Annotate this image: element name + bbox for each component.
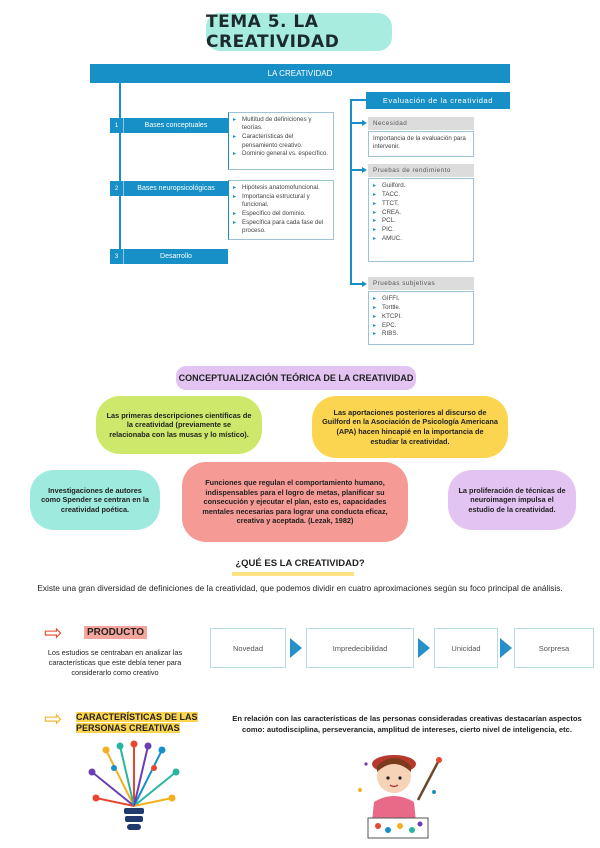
producto-text: Los estudios se centraban en analizar las características que este debía tener para considerarlo como creativo	[47, 648, 183, 678]
list-item: ▸ TTCT.	[373, 200, 469, 208]
evaluation-header: Evaluación de la creatividad	[366, 92, 510, 109]
list-item: ▸ Multitud de definiciones y teorías.	[233, 116, 329, 133]
diagram-connector	[350, 122, 362, 124]
category-label: Bases conceptuales	[144, 122, 208, 129]
concept-title: CONCEPTUALIZACIÓN TEÓRICA DE LA CREATIVIDAD	[176, 366, 416, 390]
heading-highlight	[232, 572, 354, 576]
diagram-connector	[119, 83, 121, 258]
list-bases-conceptuales	[228, 112, 334, 170]
arrow-icon	[362, 167, 367, 173]
diagram-connector-eval	[350, 99, 352, 284]
diagram-connector	[350, 283, 362, 285]
list-item: ▸ Torttle.	[373, 304, 469, 312]
list-item: ▸ Características del pensamiento creativo.	[233, 133, 329, 150]
list-item: ▸ Dominio general vs. específico.	[233, 150, 329, 158]
list-item: ▸ EPC.	[373, 322, 469, 330]
chevron-right-icon	[290, 638, 302, 658]
chevron-right-icon	[418, 638, 430, 658]
concept-bubble-yellow: Las aportaciones posteriores al discurso de Guilford en la Asociación de Psicología Americana (APA) hacen hincapié en la importancia de estudiar la creatividad.	[312, 396, 508, 458]
lightbulb-icon	[86, 738, 182, 842]
concept-bubble-purple: La proliferación de técnicas de neuroimagen impulsa el estudio de la creatividad.	[448, 470, 576, 530]
page-title: TEMA 5. LA CREATIVIDAD	[206, 13, 392, 51]
diagram-connector	[350, 169, 362, 171]
category-number: 1	[110, 118, 124, 133]
list-item: ▸ Guilford.	[373, 182, 469, 190]
concept-bubble-red: Funciones que regulan el comportamiento humano, indispensables para el logro de metas, planificar su consecución y ejecutar el plan, esto es, capacidades mentales necesarias para lograr una conducta eficaz, creativa y aceptada. (Lezak, 1982)	[182, 462, 408, 542]
section-header-pruebas-subjetivas: Pruebas subjetivas	[368, 277, 474, 290]
painter-illustration-icon	[346, 742, 450, 844]
section-header-necesidad: Necesidad	[368, 117, 474, 130]
personas-text: En relación con las características de las personas consideradas creativas destacarían aspectos como: autodisciplina, perseverancia, amplitud de intereses, cierto nivel de inteligencia, etc.	[232, 714, 582, 734]
flow-step: Novedad	[210, 628, 286, 668]
personas-label	[76, 712, 198, 734]
category-bases-conceptuales	[110, 118, 228, 133]
section-heading-que-es: ¿QUÉ ES LA CREATIVIDAD?	[235, 558, 365, 569]
list-item: ▸ Específica para cada fase del proceso.	[233, 219, 329, 236]
list-item: ▸ KTCPI.	[373, 313, 469, 321]
list-item: ▸ CREA.	[373, 209, 469, 217]
list-item: ▸ PIC.	[373, 226, 469, 234]
flow-step: Unicidad	[434, 628, 498, 668]
section-text: Importancia de la evaluación para intervenir.	[373, 135, 466, 151]
arrow-icon	[362, 120, 367, 126]
diagram-main-bar: LA CREATIVIDAD	[90, 64, 510, 83]
category-bases-neuropsicologicas	[110, 181, 228, 196]
category-desarrollo	[110, 249, 228, 264]
intro-text: Existe una gran diversidad de definiciones de la creatividad, que podemos dividir en cuatro aproximaciones según su foco principal de análisis.	[37, 583, 563, 593]
list-item: ▸ Hipótesis anatomofuncional.	[233, 184, 329, 192]
list-item: ▸ PCL.	[373, 217, 469, 225]
flow-step: Sorpresa	[514, 628, 594, 668]
chevron-right-icon	[500, 638, 512, 658]
list-bases-neuropsicologicas	[228, 180, 334, 240]
category-number: 3	[110, 249, 124, 264]
list-item: ▸ RIBS.	[373, 330, 469, 338]
section-box-pruebas-rendimiento	[368, 178, 474, 262]
category-label: Desarrollo	[160, 253, 192, 260]
arrow-right-icon: ⇨	[44, 620, 63, 645]
category-label: Bases neuropsicológicas	[137, 185, 215, 192]
list-item: ▸ Importancia estructural y funcional.	[233, 193, 329, 210]
personas-label-line: CARACTERÍSTICAS DE LAS	[76, 712, 198, 722]
list-item: ▸ GIFFI.	[373, 295, 469, 303]
arrow-icon	[362, 281, 367, 287]
section-box-necesidad	[368, 131, 474, 157]
section-box-pruebas-subjetivas	[368, 291, 474, 345]
list-item: ▸ AMUC.	[373, 235, 469, 243]
concept-bubble-green: Las primeras descripciones científicas de la creatividad (previamente se relacionaba con las musas y lo místico).	[96, 396, 262, 454]
diagram-connector	[350, 99, 366, 101]
list-item: ▸ TACC.	[373, 191, 469, 199]
arrow-right-icon: ⇨	[44, 706, 63, 731]
flow-step: Impredecibilidad	[306, 628, 414, 668]
personas-label-line: PERSONAS CREATIVAS	[76, 722, 180, 733]
category-number: 2	[110, 181, 124, 196]
list-item: ▸ Específico del dominio.	[233, 210, 329, 218]
concept-bubble-cyan: Investigaciones de autores como Spender se centran en la creatividad poética.	[30, 470, 160, 530]
producto-label: PRODUCTO	[84, 626, 147, 639]
section-header-pruebas-rendimiento: Pruebas de rendimiento	[368, 164, 474, 177]
